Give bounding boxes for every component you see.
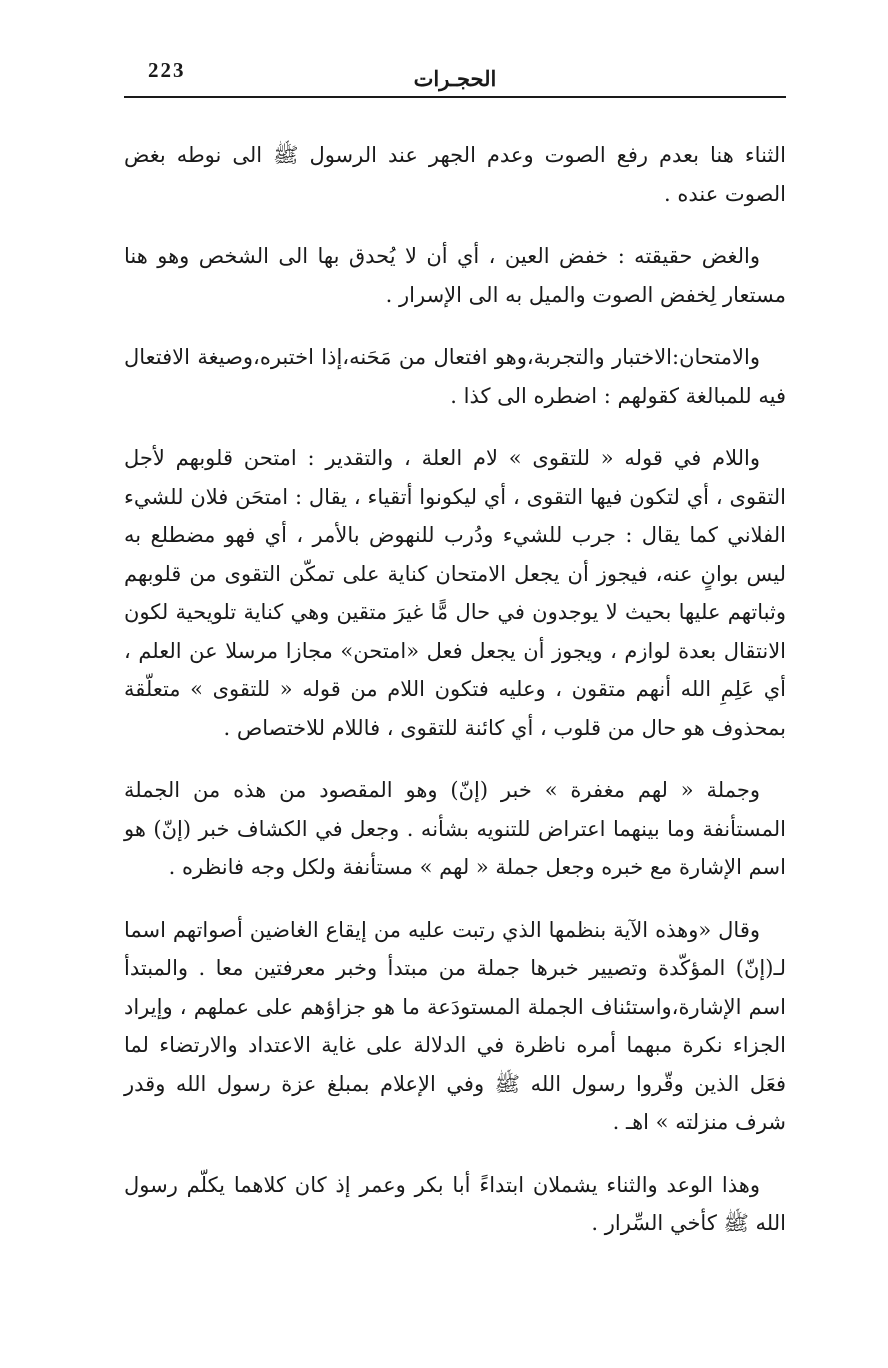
header-rule	[124, 96, 786, 98]
running-title: الحجـرات	[413, 66, 497, 91]
paragraph-kashshaf-quote: وقال «وهذه الآية بنظمها الذي رتبت عليه من إيقاع الغاضين أصواتهم اسما لـ(إنّ) المؤكّدة وتصيير خبرها جملة من مبتدأ وخبر معرفتين معا . والمبتدأ اسم الإشارة،واستئناف الجملة المستودَعة ما هو جزاؤهم على عملهم ، وإيراد الجزاء نكرة مبهما أمره ناظرة في الدلالة على غاية الاعتداد والارتضاء لما فعَل الذين وقّروا رسول الله ﷺ وفي الإعلام بمبلغ عزة رسول الله وقدر شرف منزلته » اهـ .	[124, 917, 786, 1134]
paragraph-lahum-maghfira: وجملة « لهم مغفرة » خبر (إنّ) وهو المقصود من هذه من الجملة المستأنفة وما بينهما اعتراض للتنويه بشأنه . وجعل في الكشاف خبر (إنّ) هو اسم الإشارة مع خبره وجعل جملة « لهم » مستأنفة ولكل وجه فانظره .	[124, 778, 786, 879]
paragraph-lam-lil-taqwa: واللام في قوله « للتقوى » لام العلة ، والتقدير : امتحن قلوبهم لأجل التقوى ، أي لتكون فيها التقوى ، أي ليكونوا أتقياء ، يقال : امتحَن فلان للشيء الفلاني كما يقال : جرب للشيء ودُرب للنهوض بالأمر ، أي فهو مضطلع به ليس بوانٍ عنه، فيجوز أن يجعل الامتحان كناية على تمكّن التقوى من قلوبهم وثباتهم عليها بحيث لا يوجدون في حال مًّا غيرَ متقين وهي كناية تلويحية لكون الانتقال بعدة لوازم ، ويجوز أن يجعل فعل «امتحن» مجازا مرسلا عن العلم ، أي عَلِمِ الله أنهم متقون ، وعليه فتكون اللام من قوله « للتقوى » متعلّقة بمحذوف هو حال من قلوب ، أي كائنة للتقوى ، فاللام للاختصاص .	[124, 446, 786, 740]
paragraph-ghadd-meaning: والغض حقيقته : خفض العين ، أي أن لا يُحدق بها الى الشخص وهو هنا مستعار لِخفض الصوت والميل به الى الإسرار .	[124, 244, 786, 307]
paragraph-imtihan-meaning: والامتحان:الاختبار والتجربة،وهو افتعال من مَحَنه،إذا اختبره،وصيغة الافتعال فيه للمبالغة كقولهم : اضطره الى كذا .	[124, 345, 786, 408]
body-text	[124, 136, 786, 1267]
page-header	[124, 52, 786, 100]
paragraph-praise-lowering-voice: الثناء هنا بعدم رفع الصوت وعدم الجهر عند الرسول ﷺ الى نوطه بغض الصوت عنده .	[124, 143, 786, 206]
page-number: 223	[148, 58, 186, 82]
paragraph-abu-bakr-umar: وهذا الوعد والثناء يشملان ابتداءً أبا بكر وعمر إذ كان كلاهما يكلّم رسول الله ﷺ كأخي السِّرار .	[124, 1172, 786, 1235]
